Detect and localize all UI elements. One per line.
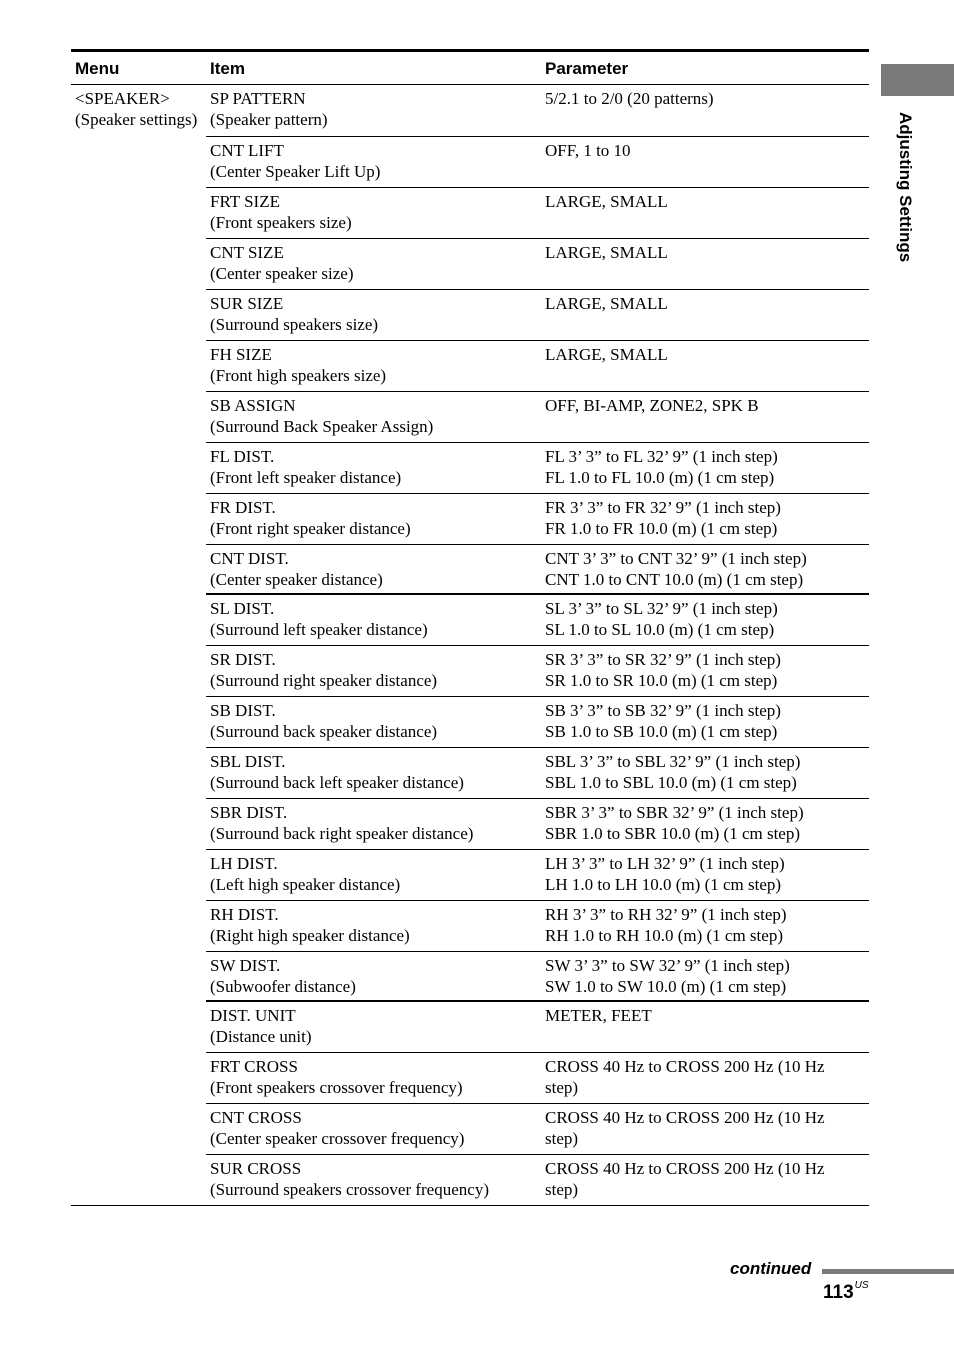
item-cell [210, 599, 540, 640]
parameter-line-1: FL 3’ 3” to FL 32’ 9” (1 inch step) [545, 447, 778, 466]
item-cell [210, 905, 540, 946]
parameter-line-1: CROSS 40 Hz to CROSS 200 Hz (10 Hz [545, 1057, 825, 1076]
parameter-cell [545, 1057, 865, 1098]
parameter-line-1: SL 3’ 3” to SL 32’ 9” (1 inch step) [545, 599, 778, 618]
parameter-line-2: SL 1.0 to SL 10.0 (m) (1 cm step) [545, 619, 775, 639]
parameter-cell [545, 498, 865, 539]
table-row [71, 85, 869, 137]
item-cell [210, 1057, 540, 1098]
item-desc: (Center speaker distance) [210, 569, 383, 589]
parameter-cell [545, 701, 865, 742]
parameter-line-2: RH 1.0 to RH 10.0 (m) (1 cm step) [545, 925, 783, 945]
table-row [71, 748, 869, 799]
table-row [71, 901, 869, 952]
parameter-line-2: SB 1.0 to SB 10.0 (m) (1 cm step) [545, 721, 778, 741]
item-desc: (Center speaker crossover frequency) [210, 1128, 465, 1148]
parameter-cell [545, 396, 865, 417]
parameter-line-1: LARGE, SMALL [545, 294, 668, 313]
parameter-line-1: CROSS 40 Hz to CROSS 200 Hz (10 Hz [545, 1108, 825, 1127]
item-name: FRT SIZE [210, 192, 280, 211]
item-cell [210, 956, 540, 997]
item-name: SBL DIST. [210, 752, 286, 771]
table-row [71, 545, 869, 595]
parameter-cell [545, 447, 865, 488]
table-row [71, 188, 869, 239]
table-row [71, 1053, 869, 1104]
item-name: SBR DIST. [210, 803, 288, 822]
page-number-suffix: US [854, 1280, 869, 1291]
parameter-line-1: OFF, BI-AMP, ZONE2, SPK B [545, 396, 759, 415]
parameter-cell [545, 1006, 865, 1027]
item-name: CNT SIZE [210, 243, 284, 262]
item-name: SUR SIZE [210, 294, 284, 313]
parameter-line-1: SW 3’ 3” to SW 32’ 9” (1 inch step) [545, 956, 790, 975]
table-row [71, 697, 869, 748]
menu-desc: (Speaker settings) [75, 109, 198, 129]
section-tab-text: Adjusting Settings [896, 112, 915, 263]
table-row [71, 392, 869, 443]
parameter-line-2: SBL 1.0 to SBL 10.0 (m) (1 cm step) [545, 772, 797, 792]
item-desc: (Distance unit) [210, 1026, 312, 1046]
continued-bar [822, 1269, 954, 1274]
item-desc: (Center Speaker Lift Up) [210, 161, 381, 181]
parameter-cell [545, 192, 865, 213]
header-menu: Menu [75, 59, 120, 78]
item-desc: (Surround speakers size) [210, 314, 379, 334]
item-cell [210, 650, 540, 691]
item-desc: (Surround back right speaker distance) [210, 823, 474, 843]
item-cell [210, 345, 540, 386]
item-cell [210, 701, 540, 742]
table-header [71, 52, 869, 85]
item-cell [210, 89, 540, 130]
item-cell [210, 498, 540, 539]
item-name: LH DIST. [210, 854, 278, 873]
parameter-line-1: LH 3’ 3” to LH 32’ 9” (1 inch step) [545, 854, 785, 873]
item-cell [210, 752, 540, 793]
item-name: SP PATTERN [210, 89, 306, 108]
item-desc: (Front high speakers size) [210, 365, 387, 385]
parameter-line-2: step) [545, 1077, 579, 1097]
table-row [71, 1002, 869, 1053]
table-row [71, 850, 869, 901]
item-desc: (Surround left speaker distance) [210, 619, 428, 639]
parameter-cell [545, 854, 865, 895]
parameter-cell [545, 650, 865, 691]
parameter-line-2: SBR 1.0 to SBR 10.0 (m) (1 cm step) [545, 823, 801, 843]
item-cell [210, 854, 540, 895]
item-cell [210, 192, 540, 233]
item-name: RH DIST. [210, 905, 279, 924]
table-row [71, 646, 869, 697]
parameter-cell [545, 599, 865, 640]
item-name: SR DIST. [210, 650, 276, 669]
parameter-line-2: CNT 1.0 to CNT 10.0 (m) (1 cm step) [545, 569, 804, 589]
item-name: SB ASSIGN [210, 396, 296, 415]
item-desc: (Center speaker size) [210, 263, 354, 283]
parameter-line-2: step) [545, 1128, 579, 1148]
parameter-cell [545, 345, 865, 366]
parameter-line-1: METER, FEET [545, 1006, 652, 1025]
page-number-value: 113 [823, 1282, 854, 1303]
parameter-line-2: LH 1.0 to LH 10.0 (m) (1 cm step) [545, 874, 782, 894]
item-desc: (Subwoofer distance) [210, 976, 356, 996]
parameter-line-1: RH 3’ 3” to RH 32’ 9” (1 inch step) [545, 905, 787, 924]
parameter-cell [545, 905, 865, 946]
section-tab-label [893, 112, 917, 292]
item-name: SUR CROSS [210, 1159, 302, 1178]
item-cell [210, 447, 540, 488]
item-cell [210, 141, 540, 182]
table-row [71, 341, 869, 392]
parameter-cell [545, 803, 865, 844]
item-desc: (Front speakers crossover frequency) [210, 1077, 463, 1097]
parameter-line-1: CNT 3’ 3” to CNT 32’ 9” (1 inch step) [545, 549, 807, 568]
item-desc: (Left high speaker distance) [210, 874, 401, 894]
item-name: FH SIZE [210, 345, 272, 364]
settings-table [71, 49, 869, 1206]
item-desc: (Right high speaker distance) [210, 925, 410, 945]
parameter-cell [545, 294, 865, 315]
item-name: FR DIST. [210, 498, 276, 517]
parameter-line-1: 5/2.1 to 2/0 (20 patterns) [545, 89, 714, 108]
item-cell [210, 243, 540, 284]
menu-name: <SPEAKER> [75, 89, 170, 108]
parameter-line-2: step) [545, 1179, 579, 1199]
section-tab-marker [881, 64, 954, 96]
parameter-line-2: SR 1.0 to SR 10.0 (m) (1 cm step) [545, 670, 778, 690]
parameter-line-1: LARGE, SMALL [545, 243, 668, 262]
item-cell [210, 1108, 540, 1149]
parameter-cell [545, 141, 865, 162]
parameter-line-1: SR 3’ 3” to SR 32’ 9” (1 inch step) [545, 650, 781, 669]
item-desc: (Surround speakers crossover frequency) [210, 1179, 489, 1199]
item-name: SB DIST. [210, 701, 276, 720]
table-row [71, 443, 869, 494]
parameter-line-1: SB 3’ 3” to SB 32’ 9” (1 inch step) [545, 701, 781, 720]
header-item: Item [210, 59, 245, 78]
table-row [71, 952, 869, 1002]
parameter-cell [545, 243, 865, 264]
parameter-line-1: SBR 3’ 3” to SBR 32’ 9” (1 inch step) [545, 803, 804, 822]
item-name: SW DIST. [210, 956, 281, 975]
parameter-line-1: CROSS 40 Hz to CROSS 200 Hz (10 Hz [545, 1159, 825, 1178]
item-cell [210, 803, 540, 844]
item-desc: (Surround Back Speaker Assign) [210, 416, 434, 436]
page-number [823, 1282, 869, 1304]
parameter-cell [545, 549, 865, 590]
header-parameter: Parameter [545, 59, 629, 78]
table-body [71, 85, 869, 1206]
item-name: CNT DIST. [210, 549, 289, 568]
item-desc: (Front right speaker distance) [210, 518, 411, 538]
table-row [71, 1155, 869, 1206]
item-desc: (Surround back left speaker distance) [210, 772, 464, 792]
table-row [71, 595, 869, 646]
parameter-line-1: OFF, 1 to 10 [545, 141, 631, 160]
item-name: CNT CROSS [210, 1108, 302, 1127]
item-name: SL DIST. [210, 599, 275, 618]
continued-label: continued [730, 1259, 812, 1278]
item-cell [210, 1006, 540, 1047]
table-row [71, 239, 869, 290]
parameter-cell [545, 1108, 865, 1149]
parameter-cell [545, 1159, 865, 1200]
parameter-line-1: FR 3’ 3” to FR 32’ 9” (1 inch step) [545, 498, 781, 517]
table-row [71, 799, 869, 850]
parameter-line-1: LARGE, SMALL [545, 345, 668, 364]
parameter-cell [545, 89, 865, 110]
table-row [71, 1104, 869, 1155]
item-cell [210, 549, 540, 590]
parameter-cell [545, 752, 865, 793]
parameter-line-2: SW 1.0 to SW 10.0 (m) (1 cm step) [545, 976, 787, 996]
table-row [71, 494, 869, 545]
item-name: DIST. UNIT [210, 1006, 296, 1025]
parameter-line-1: LARGE, SMALL [545, 192, 668, 211]
item-name: FL DIST. [210, 447, 275, 466]
item-desc: (Front speakers size) [210, 212, 352, 232]
item-cell [210, 396, 540, 437]
item-desc: (Surround right speaker distance) [210, 670, 438, 690]
item-desc: (Front left speaker distance) [210, 467, 402, 487]
parameter-line-2: FL 1.0 to FL 10.0 (m) (1 cm step) [545, 467, 775, 487]
parameter-cell [545, 956, 865, 997]
item-cell [210, 1159, 540, 1200]
table-row [71, 137, 869, 188]
item-name: FRT CROSS [210, 1057, 298, 1076]
item-desc: (Surround back speaker distance) [210, 721, 438, 741]
item-cell [210, 294, 540, 335]
item-desc: (Speaker pattern) [210, 109, 328, 129]
table-row [71, 290, 869, 341]
row-divider [71, 1205, 869, 1206]
parameter-line-2: FR 1.0 to FR 10.0 (m) (1 cm step) [545, 518, 778, 538]
item-name: CNT LIFT [210, 141, 284, 160]
parameter-line-1: SBL 3’ 3” to SBL 32’ 9” (1 inch step) [545, 752, 801, 771]
